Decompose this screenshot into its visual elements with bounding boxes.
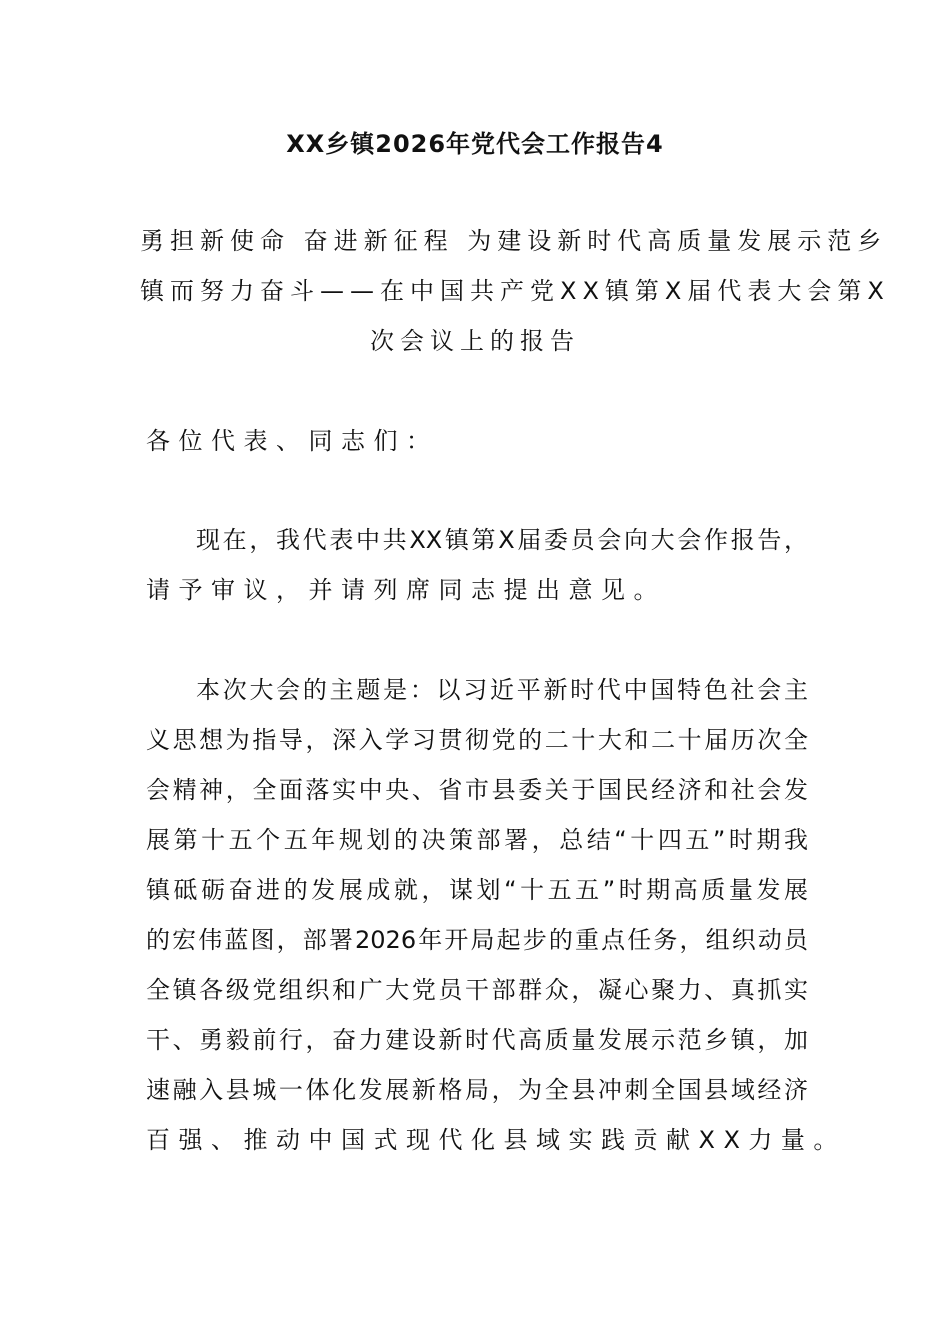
paragraph-line: 请予审议，并请列席同志提出意见。 [146, 576, 666, 604]
paragraph-line: 镇砥砺奋进的发展成就，谋划“十五五”时期高质量发展 [146, 876, 808, 904]
paragraph-2 [146, 665, 846, 1165]
paragraph-line: 展第十五个五年规划的决策部署，总结“十四五”时期我 [146, 826, 808, 854]
subtitle-line: 次会议上的报告 [370, 327, 580, 355]
paragraph-line: 百强、推动中国式现代化县域实践贡献XX力量。 [146, 1126, 846, 1154]
greeting [146, 416, 808, 466]
subtitle [140, 216, 890, 366]
paragraph-line: 现在，我代表中共XX镇第X届委员会向大会作报告， [196, 526, 808, 554]
subtitle-line: 勇担新使命 奋进新征程 为建设新时代高质量发展示范乡 [140, 227, 888, 255]
greeting-text: 各位代表、同志们： [146, 427, 439, 455]
paragraph-line: 的宏伟蓝图，部署2026年开局起步的重点任务，组织动员 [146, 926, 808, 954]
paragraph-line: 全镇各级党组织和广大党员干部群众，凝心聚力、真抓实 [146, 976, 808, 1004]
paragraph-line: 干、勇毅前行，奋力建设新时代高质量发展示范乡镇，加 [146, 1026, 808, 1054]
paragraph-line: 会精神，全面落实中央、省市县委关于国民经济和社会发 [146, 776, 808, 804]
paragraph-1 [146, 515, 808, 615]
subtitle-line: 镇而努力奋斗——在中国共产党XX镇第X届代表大会第X [140, 277, 890, 305]
paragraph-line: 速融入县城一体化发展新格局，为全县冲刺全国县域经济 [146, 1076, 808, 1104]
paragraph-line: 义思想为指导，深入学习贯彻党的二十大和二十届历次全 [146, 726, 808, 754]
document-title: XX乡镇2026年党代会工作报告4 [286, 130, 664, 158]
paragraph-line: 本次大会的主题是：以习近平新时代中国特色社会主 [196, 676, 808, 704]
